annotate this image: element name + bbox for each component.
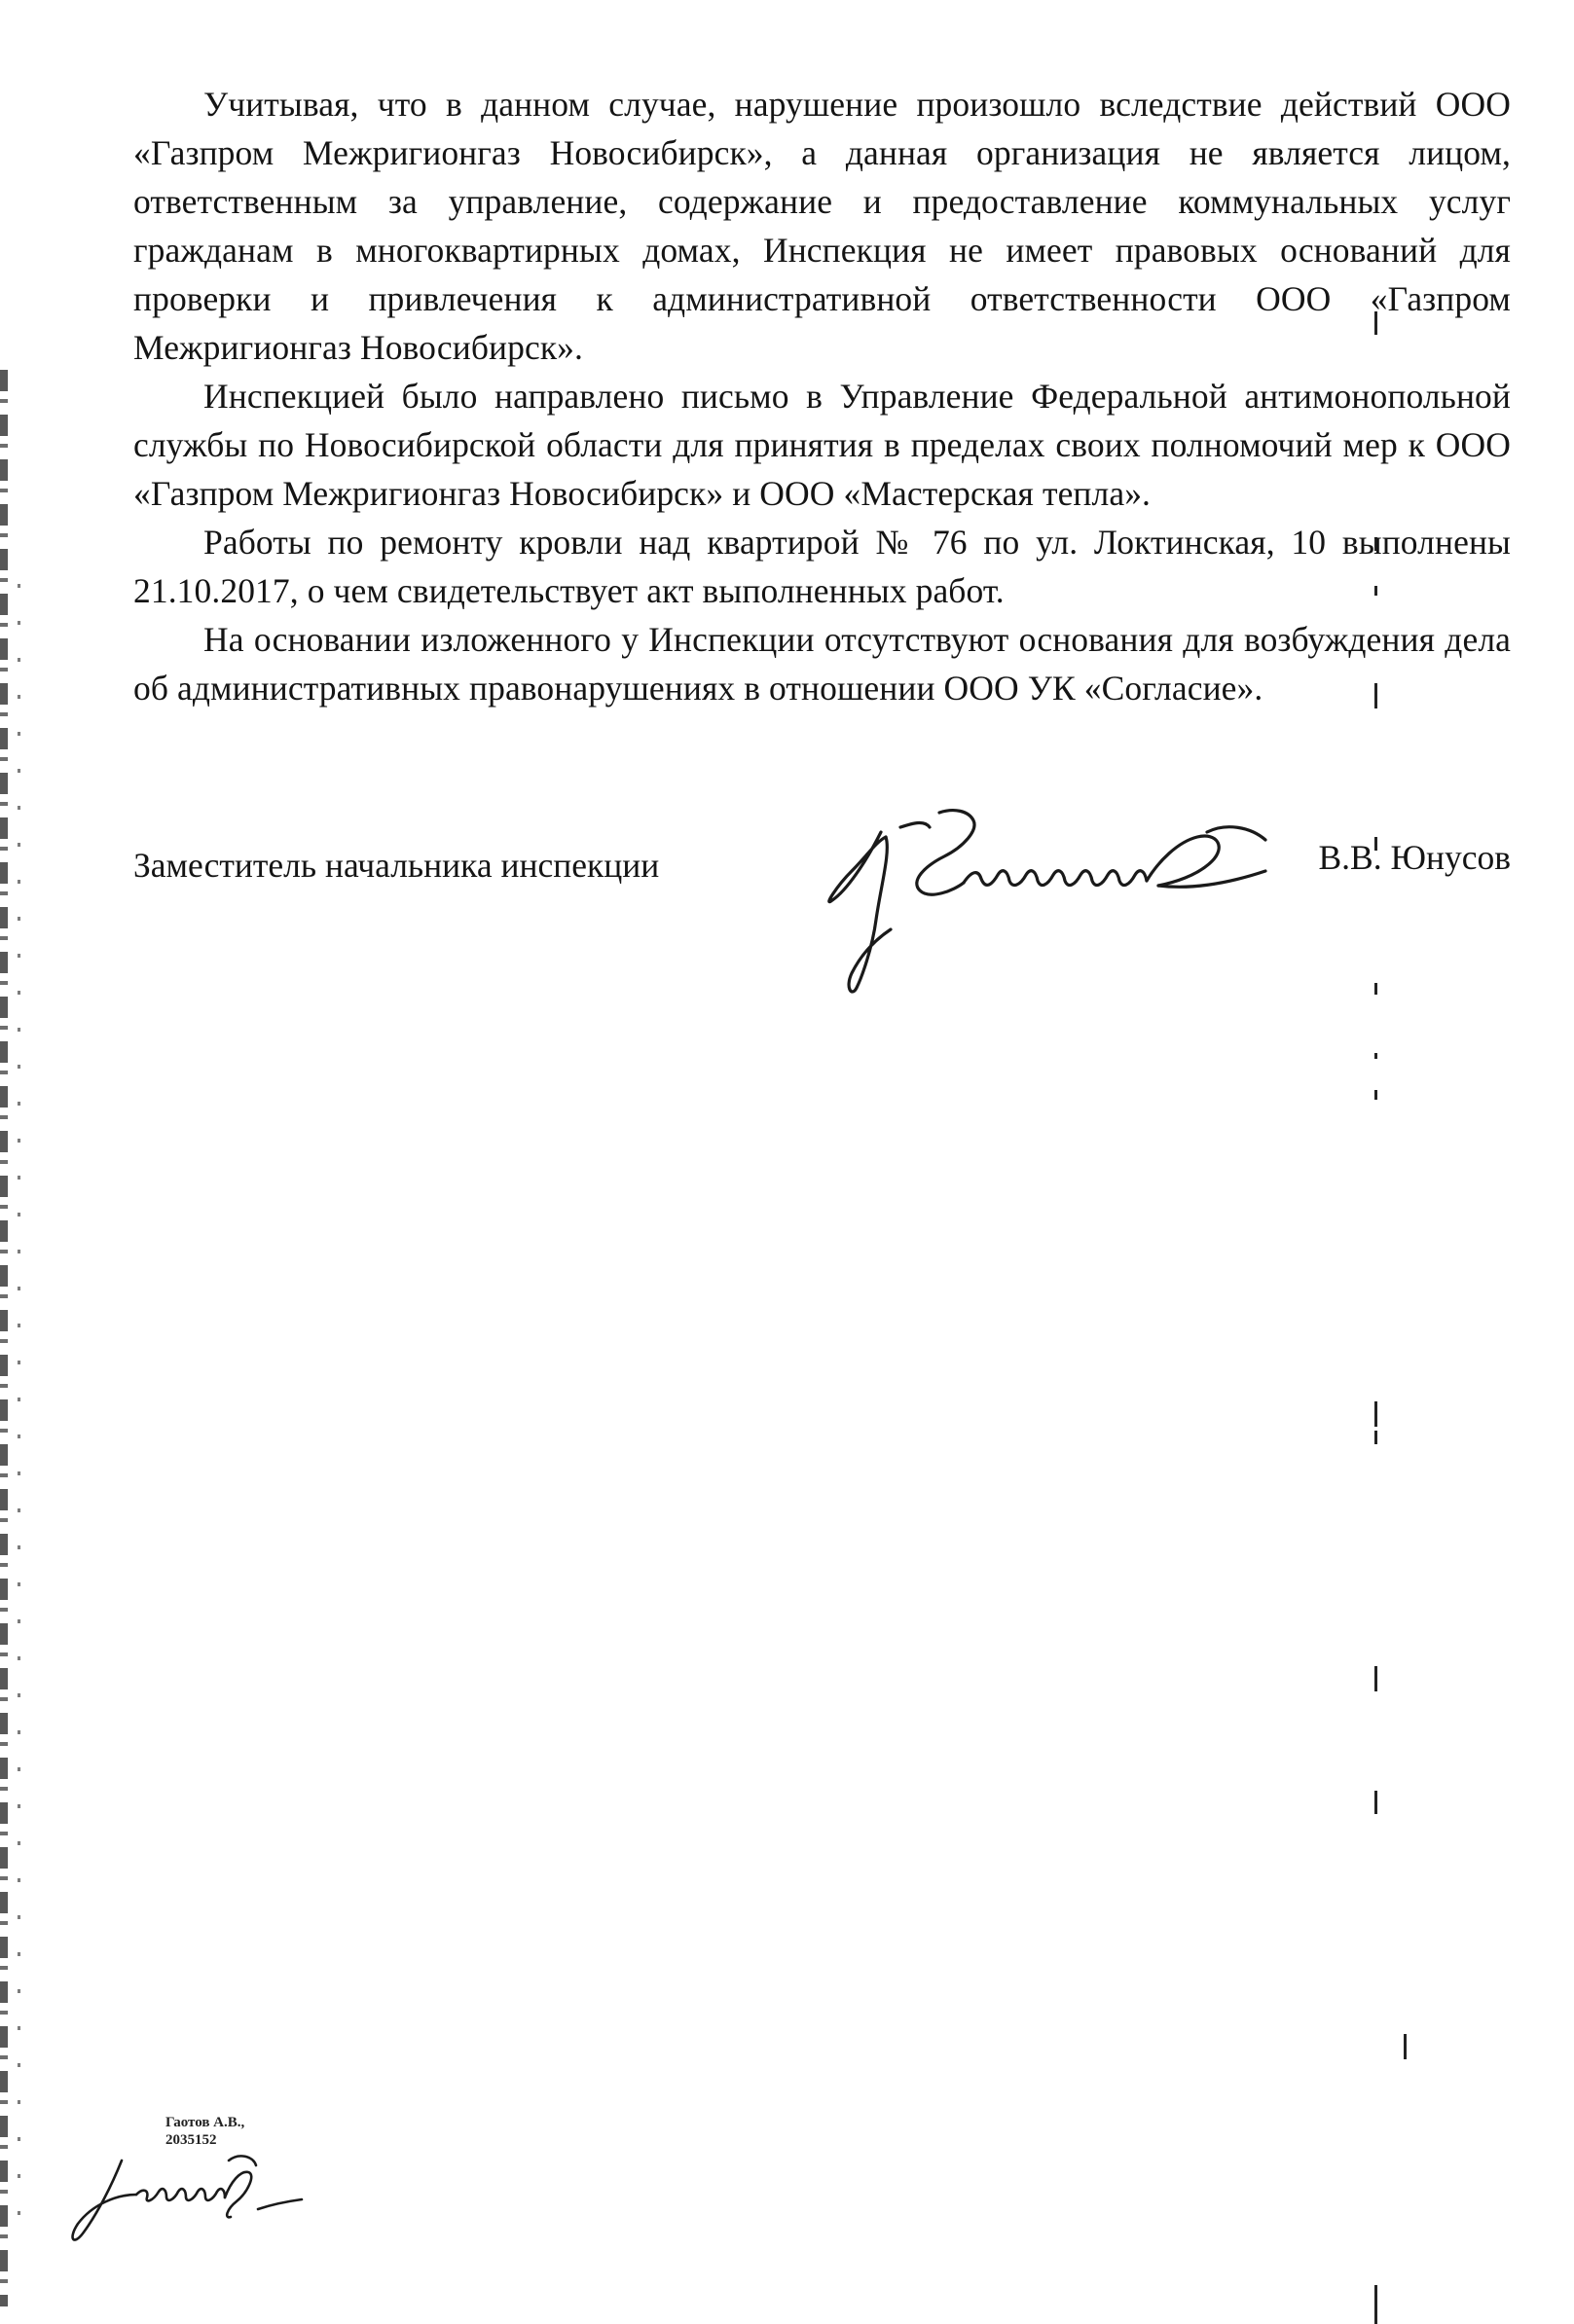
paragraph: Работы по ремонту кровли над квартирой № 76 по ул. Локтинская, 10 выполнены 21.10.2017, о чем свидетельствует акт выполненных работ. bbox=[133, 523, 1511, 610]
paragraph: Учитывая, что в данном случае, нарушение произошло вследствие действий ООО «Газпром Межригионгаз Новосибирск», а данная организация не является лицом, ответственным за управление, содержание и предоставление коммунальных услуг гражданам в многоквартирных домах, Инспекция не имеет правовых оснований для проверки и привлечения к административной ответственности ООО «Газпром Межригионгаз Новосибирск». bbox=[133, 85, 1511, 367]
signatory-position: Заместитель начальника инспекции bbox=[133, 846, 660, 885]
paragraph: На основании изложенного у Инспекции отсутствуют основания для возбуждения дела об административных правонарушениях в отношении ООО УК «Согласие». bbox=[133, 620, 1511, 708]
executor-signature bbox=[63, 2141, 375, 2258]
executor-phone: 2035152 bbox=[165, 2132, 217, 2148]
scan-edge-artifact-dots bbox=[18, 584, 20, 2238]
body-text bbox=[133, 80, 1511, 712]
scan-edge-artifact bbox=[0, 370, 8, 2306]
signatory-name: В.В. Юнусов bbox=[1318, 838, 1511, 877]
executor-name: Гаотов А.В., bbox=[165, 2115, 245, 2130]
paragraph: Инспекцией было направлено письмо в Управление Федеральной антимонопольной службы по Новосибирской области для принятия в пределах своих полномочий мер к ООО «Газпром Межригионгаз Новосибирск» и ООО «Мастерская тепла». bbox=[133, 377, 1511, 513]
handwritten-signature bbox=[808, 793, 1314, 1007]
